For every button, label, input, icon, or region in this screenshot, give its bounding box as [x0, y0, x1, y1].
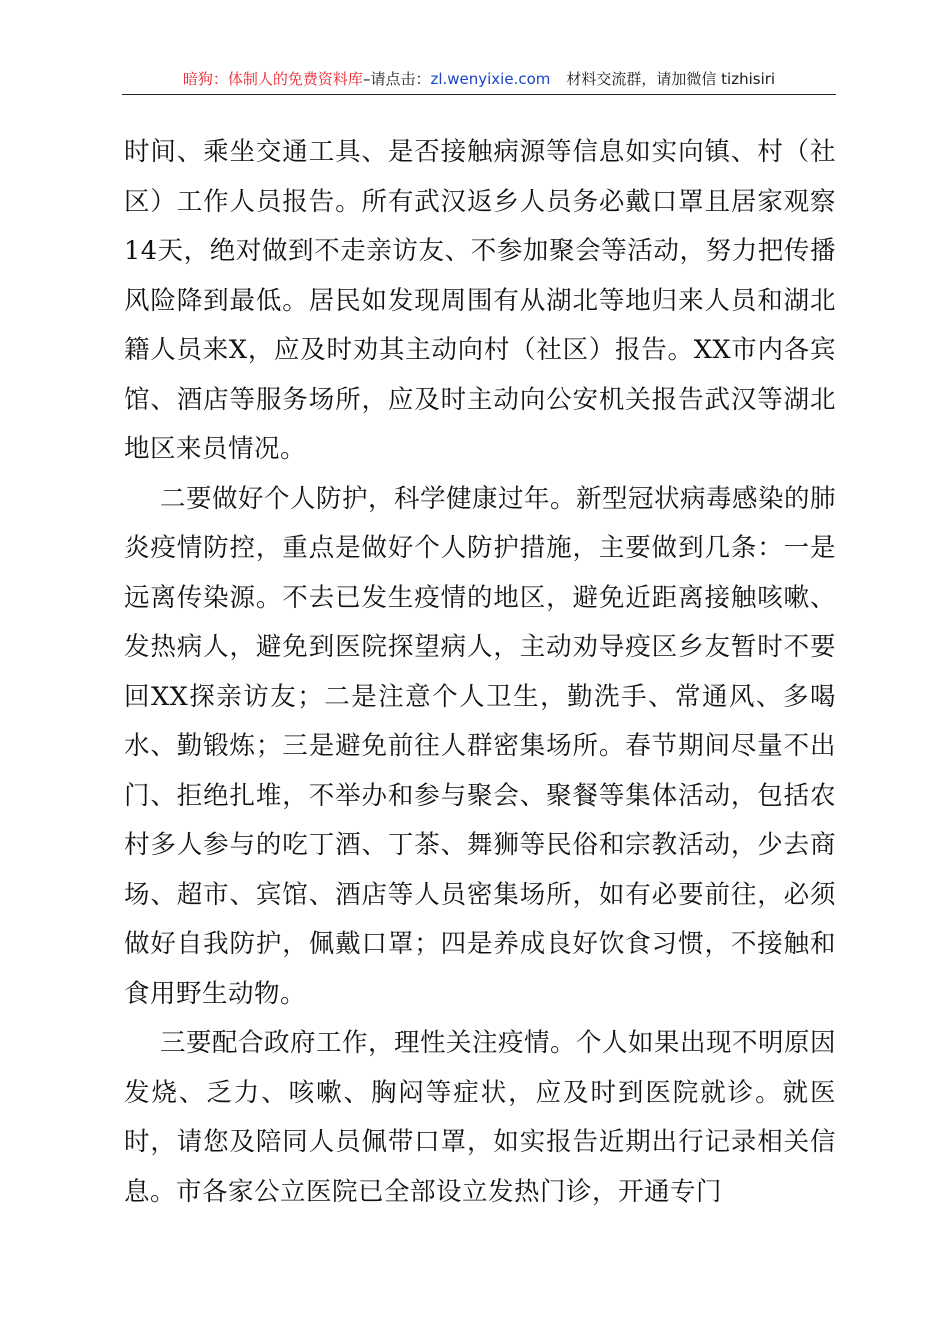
paragraph-personal-protection: 二要做好个人防护，科学健康过年。新型冠状病毒感染的肺炎疫情防控，重点是做好个人防护措施，主要做到几条：一是远离传染源。不去已发生疫情的地区，避免近距离接触咳嗽、发热病人，避免到医院探望病人，主动劝导疫区乡友暂时不要回XX探亲访友；二是注意个人卫生，勤洗手、常通风、多喝水、勤锻炼；三是避免前往人群密集场所。春节期间尽量不出门、拒绝扎堆，不举办和参与聚会、聚餐等集体活动，包括农村多人参与的吃丁酒、丁茶、舞狮等民俗和宗教活动，少去商场、超市、宾馆、酒店等人员密集场所，如有必要前往，必须做好自我防护，佩戴口罩；四是养成良好饮食习惯，不接触和食用野生动物。: [124, 483, 837, 1009]
header-website-link[interactable]: zl.wenyixie.com: [430, 70, 551, 88]
header-site-name: 暗狗：体制人的免费资料库: [182, 70, 363, 88]
paragraph-continuation: 时间、乘坐交通工具、是否接触病源等信息如实向镇、村（社区）工作人员报告。所有武汉返乡人员务必戴口罩且居家观察14天，绝对做到不走亲访友、不参加聚会等活动，努力把传播风险降到最低。居民如发现周围有从湖北等地归来人员和湖北籍人员来X，应及时劝其主动向村（社区）报告。XX市内各宾馆、酒店等服务场所，应及时主动向公安机关报告武汉等湖北地区来员情况。: [124, 137, 836, 464]
header-click-prompt: –请点击：: [362, 70, 431, 88]
document-body: [124, 128, 836, 1217]
header-wechat-info: 材料交流群，请加微信 tizhisiri: [566, 70, 776, 88]
page-header: [122, 66, 836, 95]
paragraph-cooperate-government: 三要配合政府工作，理性关注疫情。个人如果出现不明原因发烧、乏力、咳嗽、胸闷等症状，应及时到医院就诊。就医时，请您及陪同人员佩带口罩，如实报告近期出行记录相关信息。市各家公立医院已全部设立发热门诊，开通专门: [124, 1028, 837, 1207]
